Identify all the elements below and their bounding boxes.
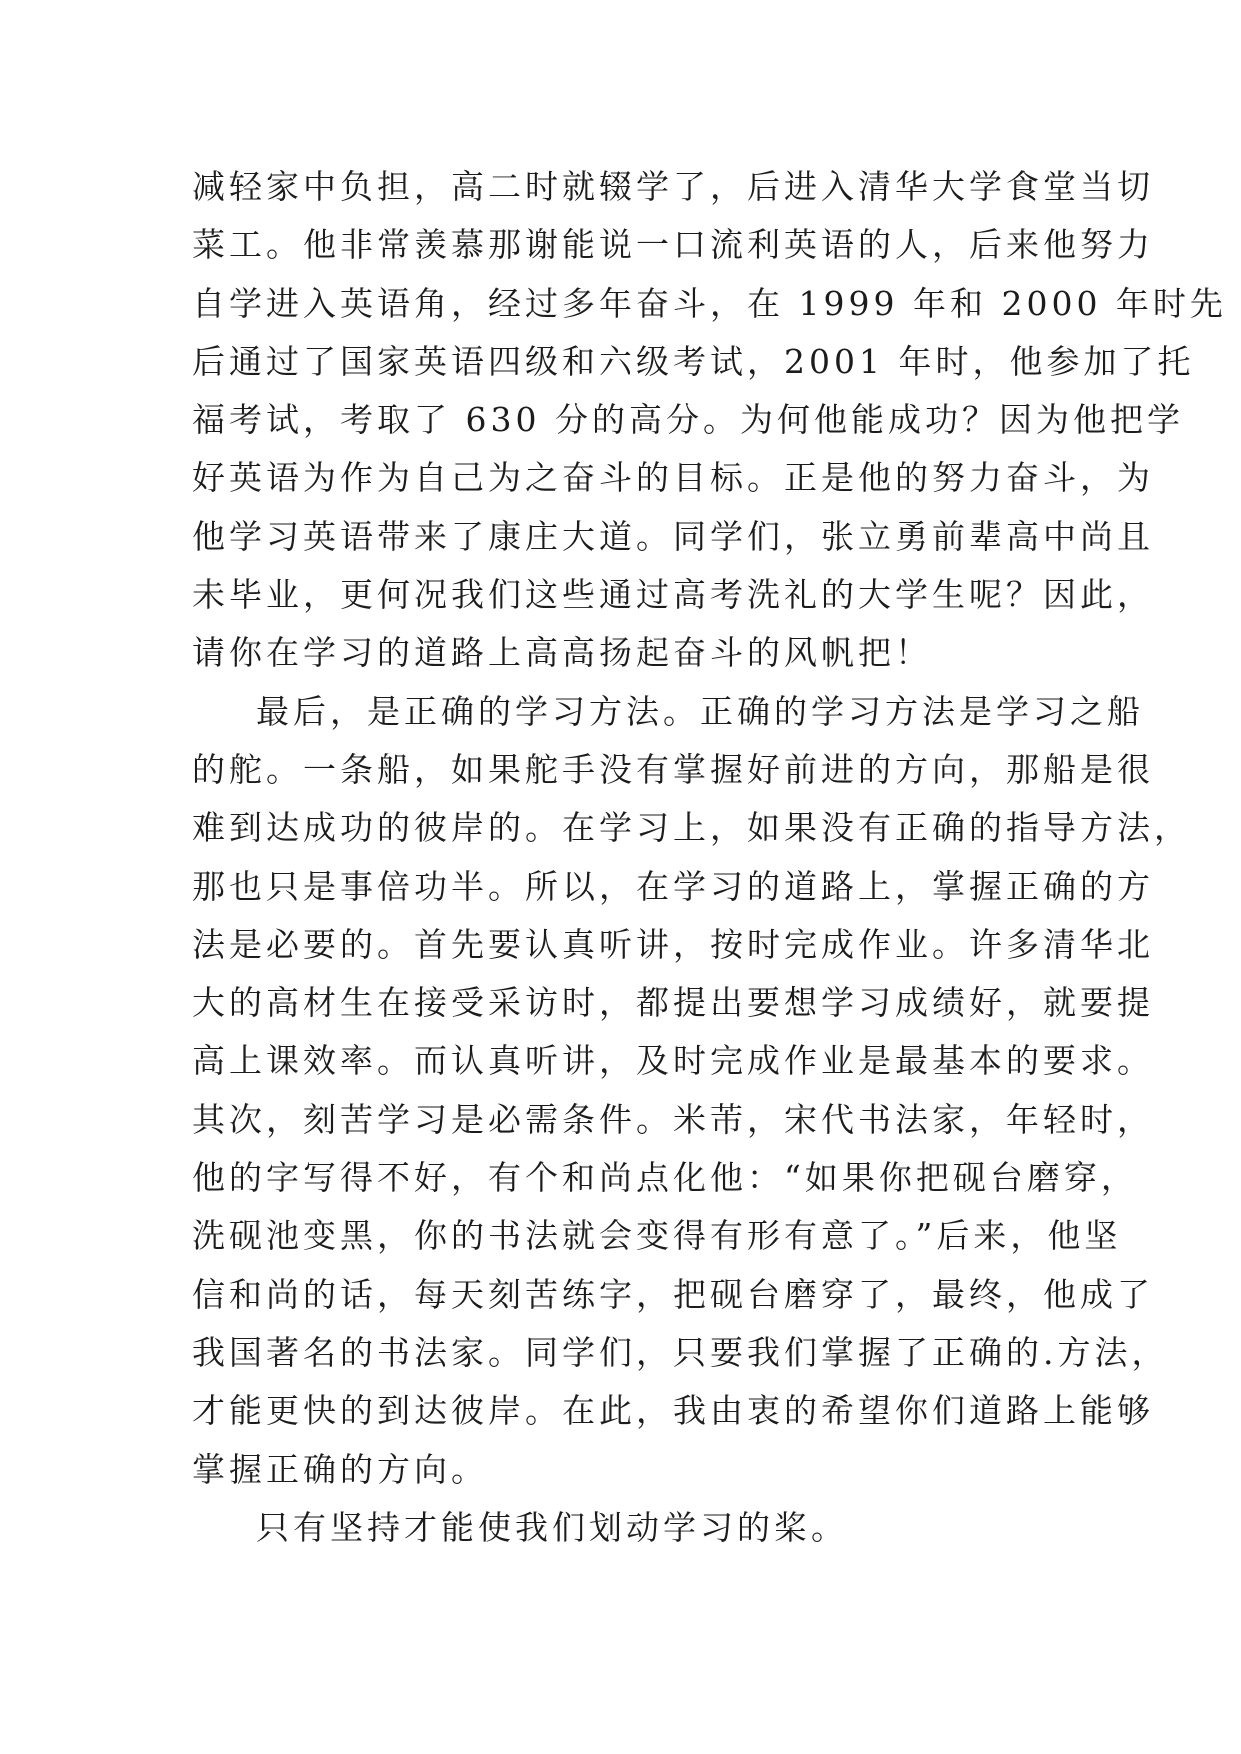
text-line: 法是必要的。首先要认真听讲，按时完成作业。许多清华北	[192, 924, 1154, 964]
text-line: 的舵。一条船，如果舵手没有掌握好前进的方向，那船是很	[192, 749, 1154, 789]
paragraph-start-line: 最后，是正确的学习方法。正确的学习方法是学习之船	[256, 691, 1144, 731]
text-line: 减轻家中负担，高二时就辍学了，后进入清华大学食堂当切	[192, 167, 1154, 206]
text-line: 后通过了国家英语四级和六级考试，2001 年时，他参加了托	[192, 341, 1195, 381]
body-text	[192, 158, 1227, 1557]
text-line: 自学进入英语角，经过多年奋斗，在 1999 年和 2000 年时先	[192, 283, 1227, 323]
text-line: 难到达成功的彼岸的。在学习上，如果没有正确的指导方法，	[192, 808, 1191, 848]
text-line: 我国著名的书法家。同学们，只要我们掌握了正确的.方法，	[192, 1332, 1169, 1372]
text-line: 他的字写得不好，有个和尚点化他：“如果你把砚台磨穿，	[192, 1158, 1138, 1198]
text-line: 菜工。他非常羡慕那谢能说一口流利英语的人，后来他努力	[192, 225, 1154, 265]
text-line: 未毕业，更何况我们这些通过高考洗礼的大学生呢？因此，	[192, 575, 1154, 615]
text-line: 那也只是事倍功半。所以，在学习的道路上，掌握正确的方	[192, 866, 1154, 906]
text-line: 掌握正确的方向。	[192, 1449, 488, 1489]
text-line: 请你在学习的道路上高高扬起奋斗的风帆把！	[192, 633, 932, 673]
text-line: 洗砚池变黑，你的书法就会变得有形有意了。”后来，他坚	[192, 1216, 1122, 1256]
text-line: 大的高材生在接受采访时，都提出要想学习成绩好，就要提	[192, 983, 1154, 1023]
text-line: 其次，刻苦学习是必需条件。米芾，宋代书法家，年轻时，	[192, 1099, 1154, 1139]
text-line: 好英语为作为自己为之奋斗的目标。正是他的努力奋斗，为	[192, 458, 1154, 498]
text-line: 信和尚的话，每天刻苦练字，把砚台磨穿了，最终，他成了	[192, 1274, 1154, 1314]
text-line: 他学习英语带来了康庄大道。同学们，张立勇前辈高中尚且	[192, 516, 1154, 556]
text-line: 才能更快的到达彼岸。在此，我由衷的希望你们道路上能够	[192, 1391, 1154, 1431]
text-line: 高上课效率。而认真听讲，及时完成作业是最基本的要求。	[192, 1041, 1154, 1081]
paragraph-start-line: 只有坚持才能使我们划动学习的桨。	[256, 1507, 848, 1547]
text-line: 福考试，考取了 630 分的高分。为何他能成功？因为他把学	[192, 400, 1184, 440]
